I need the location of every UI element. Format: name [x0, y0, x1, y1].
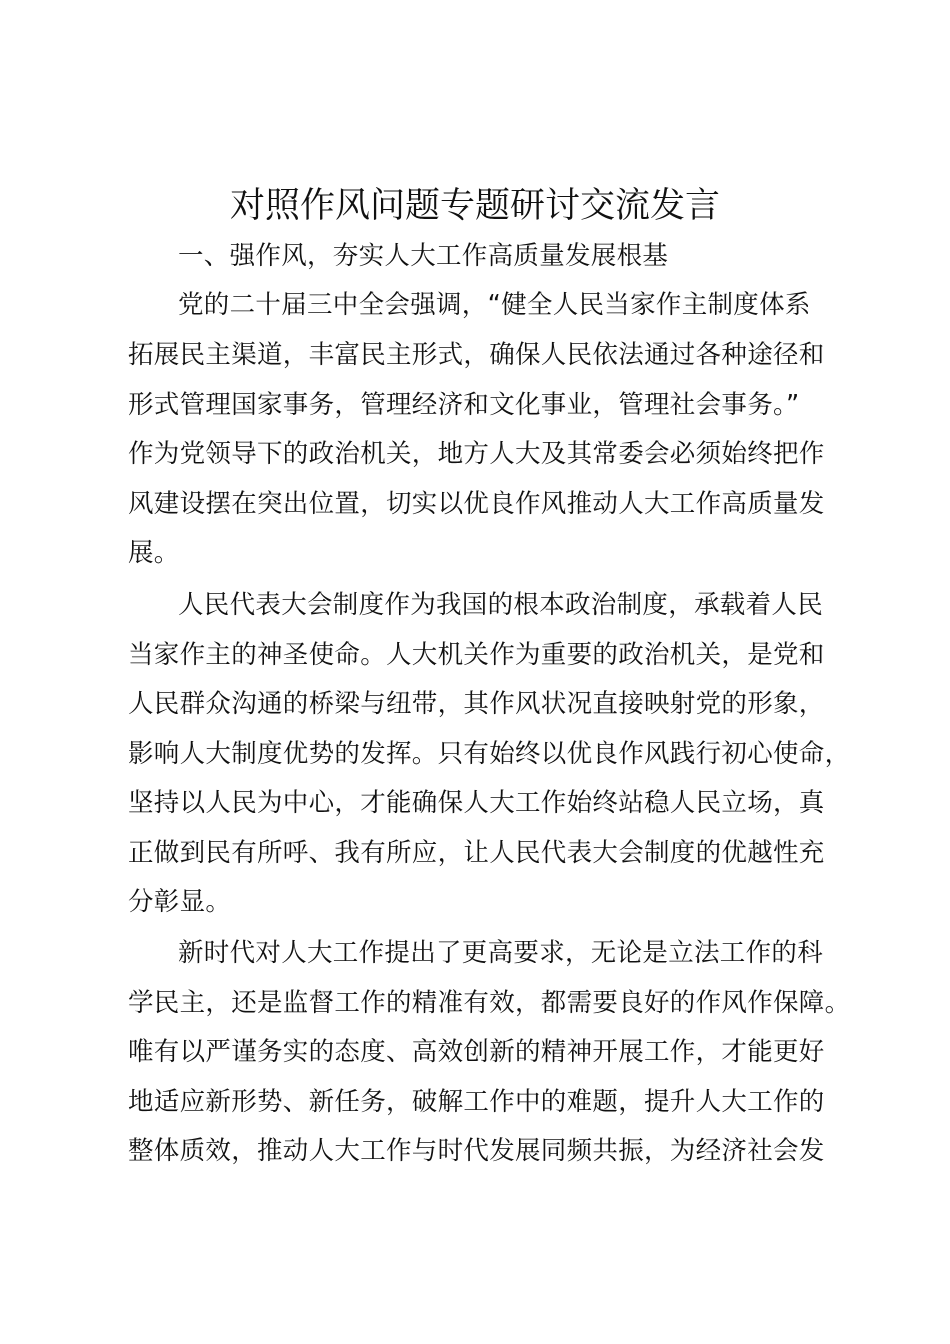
paragraph-line: 分彰显。: [128, 887, 232, 917]
paragraph-line: 坚持以人民为中心，才能确保人大工作始终站稳人民立场，真: [128, 788, 825, 818]
paragraph-line: 新时代对人大工作提出了更高要求，无论是立法工作的科: [178, 938, 824, 968]
paragraph-line: 展。: [128, 538, 180, 568]
paragraph-line: 党的二十届三中全会强调，“健全人民当家作主制度体系: [178, 290, 811, 320]
paragraph-line: 拓展民主渠道，丰富民主形式，确保人民依法通过各种途径和: [128, 340, 825, 370]
paragraph-line: 正做到民有所呼、我有所应，让人民代表大会制度的优越性充: [128, 838, 825, 868]
paragraph-line: 作为党领导下的政治机关，地方人大及其常委会必须始终把作: [128, 439, 825, 469]
paragraph-line: 人民群众沟通的桥梁与纽带，其作风状况直接映射党的形象，: [128, 689, 825, 719]
paragraph-line: 影响人大制度优势的发挥。只有始终以优良作风践行初心使命，: [128, 739, 851, 769]
document-title: 对照作风问题专题研讨交流发言: [229, 186, 720, 226]
section-heading: 一、强作风，夯实人大工作高质量发展根基: [178, 241, 669, 271]
paragraph-line: 人民代表大会制度作为我国的根本政治制度，承载着人民: [178, 590, 824, 620]
paragraph-line: 当家作主的神圣使命。人大机关作为重要的政治机关，是党和: [128, 640, 825, 670]
paragraph-line: 形式管理国家事务，管理经济和文化事业，管理社会事务。”: [128, 390, 800, 420]
paragraph-line: 整体质效，推动人大工作与时代发展同频共振，为经济社会发: [128, 1136, 825, 1166]
paragraph-line: 学民主，还是监督工作的精准有效，都需要良好的作风作保障。: [128, 988, 851, 1018]
paragraph-line: 唯有以严谨务实的态度、高效创新的精神开展工作，才能更好: [128, 1037, 825, 1067]
paragraph-line: 地适应新形势、新任务，破解工作中的难题，提升人大工作的: [128, 1087, 825, 1117]
paragraph-line: 风建设摆在突出位置，切实以优良作风推动人大工作高质量发: [128, 489, 825, 519]
